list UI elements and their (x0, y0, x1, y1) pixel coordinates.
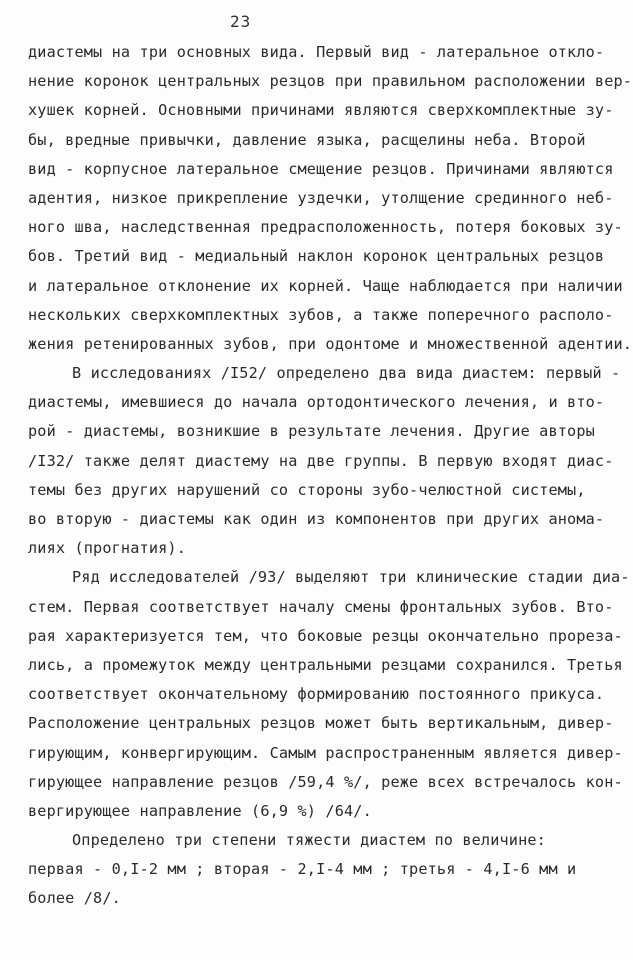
text-line: рая характеризуется тем, что боковые резцы окончательно прореза- (28, 626, 623, 645)
text-line: гирующее направление резцов /59,4 %/, реже всех встречалось кон- (28, 772, 623, 791)
text-line: диастемы на три основных вида. Первый вид - латеральное откло- (28, 43, 605, 61)
text-line: жения ретенированных зубов, при одонтоме и множественной адентии. (28, 334, 633, 353)
text-line: нескольких сверхкомплектных зубов, а также поперечного располо- (28, 305, 614, 324)
text-line: вергирующее направление (6,9 %) /64/. (28, 801, 372, 820)
text-line: более /8/. (28, 889, 121, 908)
text-line: лись, а промежуток между центральными резцами сохранился. Третья (28, 655, 623, 674)
text-line: хушек корней. Основными причинами являются сверхкомплектные зу- (28, 101, 614, 120)
text-line: ного шва, наследственная предрасположенность, потеря боковых зу- (28, 218, 623, 237)
text-line: нение коронок центральных резцов при правильном расположении вер- (28, 72, 633, 91)
text-line: лиях (прогнатия). (28, 539, 186, 558)
text-line: соответствует окончательному формированию постоянного прикуса. (28, 685, 605, 704)
paragraph-first-line: Определено три степени тяжести диастем по величине: (72, 831, 546, 850)
text-line: рой - диастемы, возникшие в результате лечения. Другие авторы (28, 422, 595, 441)
body-text (28, 38, 633, 914)
text-line: адентия, низкое прикрепление уздечки, утолщение срединного неб- (28, 188, 614, 207)
text-line: гирующим, конвергирующим. Самым распространенным является дивер- (28, 743, 623, 762)
text-line: во вторую - диастемы как один из компонентов при других анома- (28, 510, 605, 528)
text-line: первая - 0,I-2 мм ; вторая - 2,I-4 мм ; третья - 4,I-6 мм и (28, 860, 577, 879)
text-line: бы, вредные привычки, давление языка, расщелины неба. Второй (28, 130, 586, 149)
text-line: стем. Первая соответствует началу смены фронтальных зубов. Вто- (28, 597, 614, 616)
text-line: вид - корпусное латеральное смещение резцов. Причинами являются (28, 159, 614, 178)
text-line: /I32/ также делят диастему на две группы. В первую входят диас- (28, 451, 614, 470)
text-line: бов. Третий вид - медиальный наклон коронок центральных резцов (28, 247, 605, 266)
page-number: 23 (230, 12, 252, 31)
text-line: и латеральное отклонение их корней. Чаще наблюдается при наличии (28, 276, 623, 295)
text-line: диастемы, имевшиеся до начала ортодонтического лечения, и вто- (28, 393, 605, 412)
paragraph-first-line: В исследованиях /I52/ определено два вида диастем: первый - (72, 364, 621, 383)
text-line: темы без других нарушений со стороны зубо-челюстной системы, (28, 480, 586, 499)
paragraph-first-line: Ряд исследователей /93/ выделяют три клинические стадии диа- (72, 568, 630, 587)
text-line: Расположение центральных резцов может быть вертикальным, дивер- (28, 714, 614, 733)
